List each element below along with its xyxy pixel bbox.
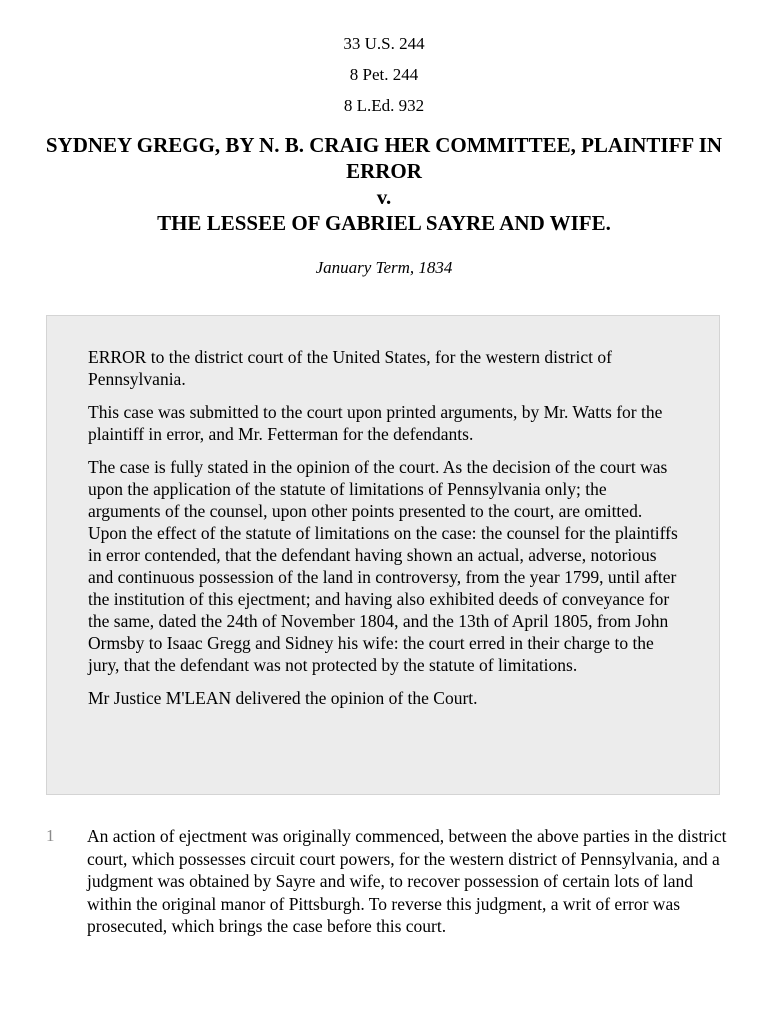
case-title-versus: v. xyxy=(376,185,392,209)
us-reports-citation: 33 U.S. 244 xyxy=(343,34,425,53)
citations xyxy=(0,0,768,116)
peters-citation: 8 Pet. 244 xyxy=(349,65,419,84)
opinion-paragraph: An action of ejectment was originally commenced, between the above parties in the district court, which possesses circuit court powers, for the western district of Pennsylvania, and a judgment was obtained by Sayre and wife, to recover possession of certain lots of land within the original manor of Pittsburgh. To reverse this judgment, a writ of error was prosecuted, which brings the case before this court. xyxy=(87,826,727,936)
case-title-plaintiff: SYDNEY GREGG, BY N. B. CRAIG HER COMMITTEE, PLAINTIFF IN ERROR xyxy=(45,133,723,183)
syllabus-paragraph: ERROR to the district court of the United States, for the western district of Pennsylvania. xyxy=(88,347,612,389)
paragraph-number: 1 xyxy=(46,826,55,845)
case-title xyxy=(30,132,738,236)
lawyers-edition-citation: 8 L.Ed. 932 xyxy=(343,96,425,115)
case-title-defendant: THE LESSEE OF GABRIEL SAYRE AND WIFE. xyxy=(157,211,611,235)
syllabus-paragraph: This case was submitted to the court upon printed arguments, by Mr. Watts for the plaintiff in error, and Mr. Fetterman for the defendants. xyxy=(88,402,663,444)
syllabus-box xyxy=(46,315,720,795)
syllabus-paragraph: The case is fully stated in the opinion of the court. As the decision of the court was upon the application of the statute of limitations of Pennsylvania only; the arguments of the counsel, upon other points presented to the court, are omitted. Upon the effect of the statute of limitations on the case: the counsel for the plaintiffs in error contended, that the defendant having shown an actual, adverse, notorious and continuous possession of the land in controversy, from the year 1799, until after the institution of this ejectment; and having also exhibited deeds of conveyance for the same, dated the 24th of November 1804, and the 13th of April 1805, from John Ormsby to Isaac Gregg and Sidney his wife: the court erred in their charge to the jury, that the defendant was not protected by the statute of limitations. xyxy=(88,457,678,675)
court-term: January Term, 1834 xyxy=(315,258,453,277)
opinion-attribution: Mr Justice M'LEAN delivered the opinion of the Court. xyxy=(88,688,478,708)
